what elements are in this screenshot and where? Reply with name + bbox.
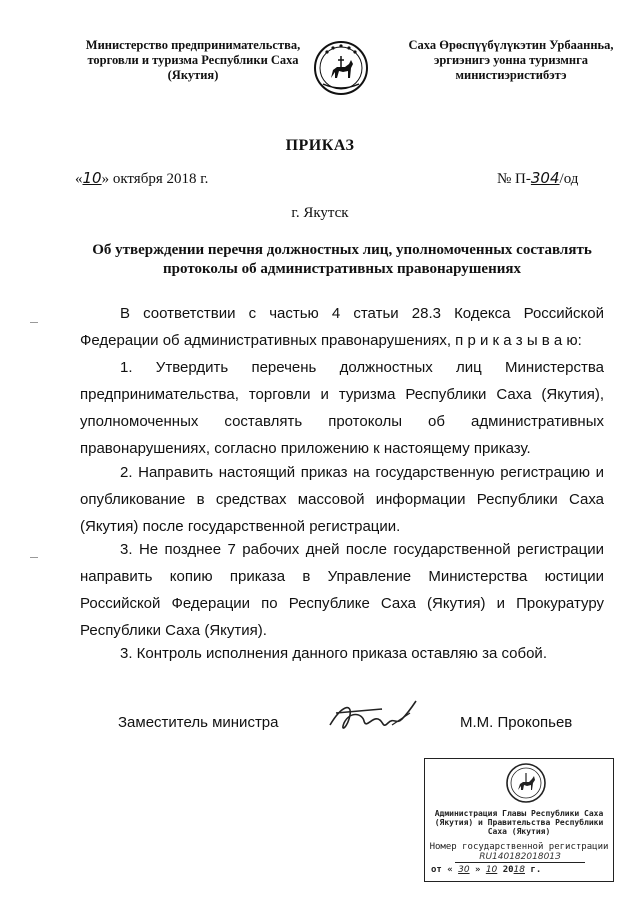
margin-mark [30, 557, 38, 558]
signer-position: Заместитель министра [118, 714, 279, 731]
paragraph-item-1: 1. Утвердить перечень должностных лиц Министерства предпринимательства, торговли и туризма Республики Саха (Якутия), уполномоченных составлять протоколы об административных правонарушениях, согласно приложению к настоящему приказу. [80, 359, 604, 457]
stamp-date: от « 30 » 10 2018 г. [431, 865, 542, 875]
stamp-organization: Администрация Главы Республики Саха (Якутия) и Правительства Республики Саха (Якутия) [434, 809, 604, 836]
stamp-registration-number: RU14018201801З [455, 852, 585, 863]
stamp-registration-label: Номер государственной регистрации [429, 842, 609, 852]
paragraph-item-4: 3. Контроль исполнения данного приказа оставляю за собой. [120, 645, 547, 662]
stamp-date-year-prefix: 20 [502, 865, 514, 875]
stamp-emblem [505, 762, 547, 804]
date-day-handwritten: 10 [82, 169, 102, 187]
date-open-quote: « [75, 171, 83, 187]
paragraph-intro: В соответствии с частью 4 статьи 28.3 Кодекса Российской Федерации об административных правонарушениях, п р и к а з ы в а ю: [80, 305, 604, 349]
document-title: ПРИКАЗ [285, 137, 355, 154]
coat-of-arms-emblem [313, 40, 369, 96]
stamp-date-day: 30 [458, 865, 470, 875]
header-right-org: Саха Өрөспүүбүлүкэтин Урбаанньа, эргиэнигэ уонна туризмнга министиэристибэтэ [408, 38, 614, 82]
paragraph-item-3: 3. Не позднее 7 рабочих дней после государственной регистрации направить копию приказа в Управление Министерства юстиции Российской Федерации по Республике Саха (Якутия) и Прокуратуру Республики Саха (Якутия). [80, 541, 604, 639]
stamp-date-year: 18 [513, 865, 525, 875]
city: г. Якутск [291, 205, 349, 221]
order-date [75, 169, 208, 188]
signer-name: М.М. Прокопьев [460, 714, 573, 731]
margin-mark [30, 322, 38, 323]
number-handwritten: 304 [530, 169, 560, 187]
stamp-date-prefix: от [431, 865, 442, 875]
handwritten-signature [322, 695, 422, 741]
stamp-date-suffix: г. [530, 865, 542, 875]
order-number [497, 169, 578, 188]
document-subject: Об утверждении перечня должностных лиц, уполномоченных составлять протоколы об административных правонарушениях [92, 242, 592, 277]
header-left-org: Министерство предпринимательства, торговли и туризма Республики Саха (Якутия) [85, 38, 301, 82]
number-prefix: № П- [497, 171, 531, 187]
paragraph-item-2: 2. Направить настоящий приказ на государственную регистрацию и опубликование в средствах массовой информации Республики Саха (Якутия) после государственной регистрации. [80, 464, 604, 535]
stamp-date-month: 10 [485, 865, 498, 875]
registration-stamp [424, 758, 614, 882]
number-suffix: /од [559, 171, 579, 187]
date-rest: » октября 2018 г. [101, 171, 209, 187]
